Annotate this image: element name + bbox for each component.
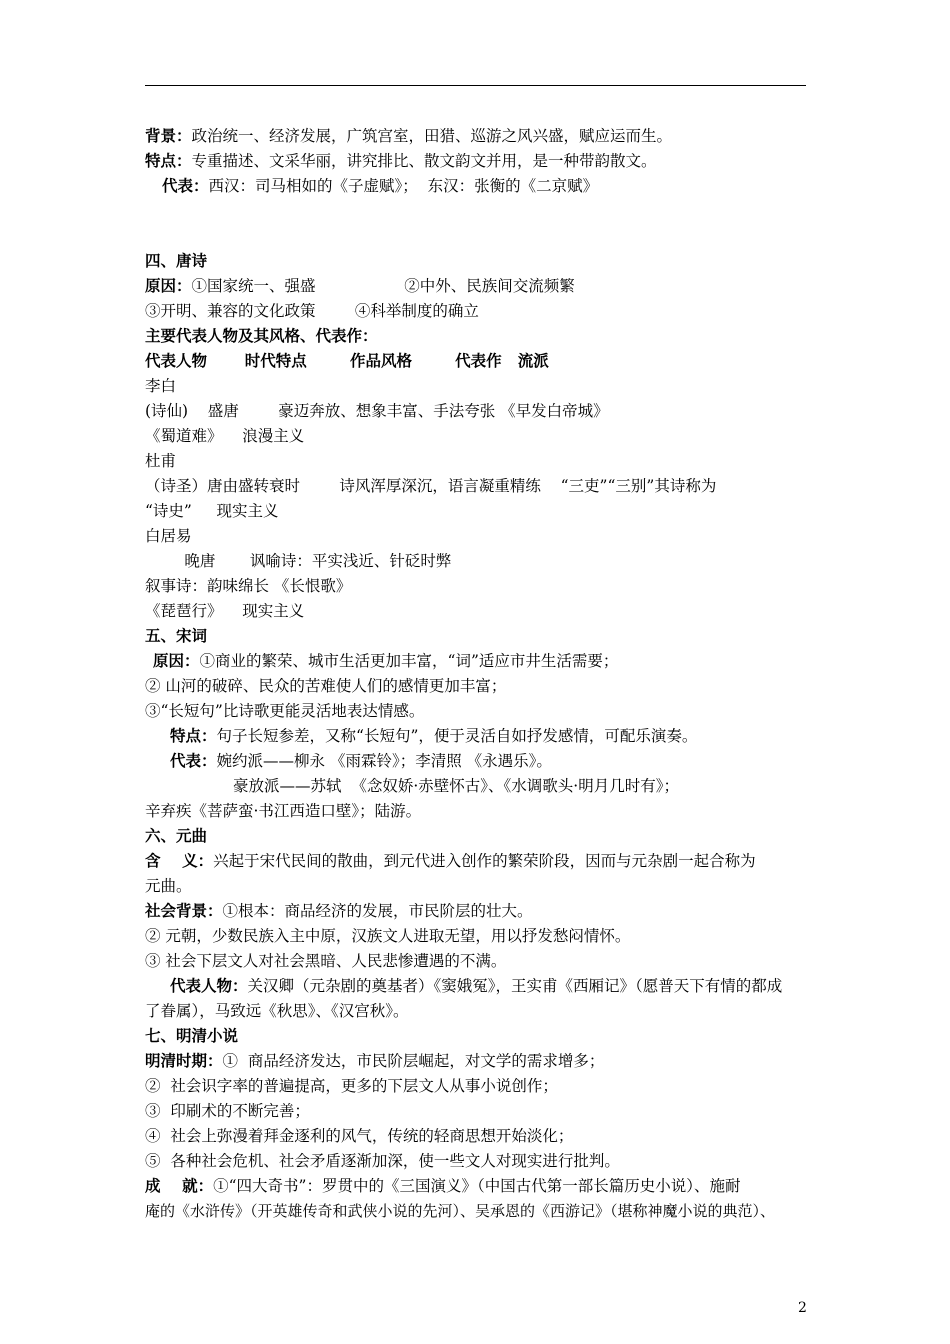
yuan-meaning-1: 兴起于宋代民间的散曲，到元代进入创作的繁荣阶段，因而与元杂剧一起合称为	[213, 852, 756, 870]
mq-period-label: 明清时期：	[145, 1051, 223, 1070]
section-yuan-qu-title: 六、元曲	[145, 826, 208, 845]
song-reason-line-1	[153, 651, 618, 671]
page-number: 2	[798, 1300, 807, 1316]
header-rule	[145, 85, 806, 86]
mq-period-line-1	[145, 1051, 604, 1071]
poet-dufu: 杜甫	[145, 452, 177, 470]
mq-period-2: ② 社会识字率的普遍提高，更多的下层文人从事小说创作；	[145, 1077, 558, 1095]
yuan-social-3: ③ 社会下层文人对社会黑暗、人民悲惨遭遇的不满。	[145, 952, 507, 970]
song-rep-3: 辛弃疾《菩萨蛮·书江西造口壁》；陆游。	[145, 802, 422, 820]
tang-reason-2: ③开明、兼容的文化政策 ④科举制度的确立	[145, 302, 479, 320]
song-feature-line	[170, 726, 697, 746]
yuan-social-1: ①根本：商品经济的发展，市民阶层的壮大。	[222, 902, 533, 920]
representative-text: 西汉：司马相如的《子虚赋》； 东汉：张衡的《二京赋》	[208, 177, 599, 195]
song-reason-3: ③“长短句”比诗歌更能灵活地表达情感。	[145, 702, 425, 720]
dufu-detail-1: （诗圣）唐由盛转衰时 诗风浑厚深沉，语言凝重精练 “三吏”“三别”其诗称为	[145, 477, 717, 495]
song-reason-2: ② 山河的破碎、民众的苦难使人们的感情更加丰富；	[145, 677, 507, 695]
mq-achievement-label: 成 就：	[145, 1176, 214, 1195]
section-ming-qing-title: 七、明清小说	[145, 1026, 239, 1045]
song-reason-1: ①商业的繁荣、城市生活更加丰富，“词”适应市井生活需要；	[199, 652, 619, 670]
dufu-detail-2: “诗史” 现实主义	[145, 502, 279, 520]
yuan-rep-label: 代表人物：	[170, 976, 248, 995]
yuan-rep-1: 关汉卿（元杂剧的奠基者）《窦娥冤》，王实甫《西厢记》（愿普天下有情的都成	[247, 977, 783, 995]
yuan-meaning-line-1	[145, 851, 756, 871]
yuan-social-2: ② 元朝，少数民族入主中原，汉族文人进取无望，用以抒发愁闷情怀。	[145, 927, 631, 945]
libai-detail-2: 《蜀道难》 浪漫主义	[145, 427, 305, 445]
tang-reason-line-1	[145, 276, 575, 296]
section-tang-poetry-title: 四、唐诗	[145, 251, 208, 270]
yuan-meaning-label: 含 义：	[145, 851, 214, 870]
mq-achievement-2: 庵的《水浒传》（开英雄传奇和武侠小说的先河）、吴承恩的《西游记》（堪称神魔小说的典范）、	[145, 1202, 776, 1220]
feature-text: 专重描述、文采华丽，讲究排比、散文韵文并用，是一种带韵散文。	[191, 152, 657, 170]
song-rep-1: 婉约派——柳永 《雨霖铃》；李清照 《永遇乐》。	[216, 752, 552, 770]
yuan-social-line-1	[145, 901, 533, 921]
baijuyi-detail-2: 叙事诗：韵味绵长 《长恨歌》	[145, 577, 352, 595]
mq-period-3: ③ 印刷术的不断完善；	[145, 1102, 310, 1120]
mq-achievement-line-1	[145, 1176, 740, 1196]
section-song-ci-title: 五、宋词	[145, 626, 208, 645]
representative-label: 代表：	[162, 176, 209, 195]
libai-detail-1: (诗仙) 盛唐 豪迈奔放、想象丰富、手法夸张 《早发白帝城》	[145, 402, 609, 420]
song-rep-2: 豪放派——苏轼 《念奴娇·赤壁怀古》、《水调歌头·明月几时有》；	[233, 777, 679, 795]
tang-main-heading: 主要代表人物及其风格、代表作：	[145, 326, 378, 345]
baijuyi-detail-3: 《琵琶行》 现实主义	[145, 602, 305, 620]
yuan-rep-2: 了眷属），马致远《秋思》、《汉宫秋》。	[145, 1002, 409, 1020]
feature-line	[145, 151, 657, 171]
background-label: 背景：	[145, 126, 192, 145]
background-text: 政治统一、经济发展，广筑宫室，田猎、巡游之风兴盛，赋应运而生。	[191, 127, 673, 145]
song-reason-label: 原因：	[153, 651, 200, 670]
poet-libai: 李白	[145, 377, 177, 395]
tang-reason-label: 原因：	[145, 276, 192, 295]
mq-achievement-1: ①“四大奇书”：罗贯中的《三国演义》（中国古代第一部长篇历史小说）、施耐	[213, 1177, 741, 1195]
mq-period-1: ① 商品经济发达，市民阶层崛起，对文学的需求增多；	[222, 1052, 605, 1070]
mq-period-4: ④ 社会上弥漫着拜金逐利的风气，传统的轻商思想开始淡化；	[145, 1127, 574, 1145]
mq-period-5: ⑤ 各种社会危机、社会矛盾逐渐加深，使一些文人对现实进行批判。	[145, 1152, 620, 1170]
yuan-social-label: 社会背景：	[145, 901, 223, 920]
song-rep-label: 代表：	[170, 751, 217, 770]
song-rep-line-1	[170, 751, 552, 771]
background-line	[145, 126, 672, 146]
tang-reason-1: ①国家统一、强盛 ②中外、民族间交流频繁	[191, 277, 575, 295]
song-feature-text: 句子长短参差，又称“长短句”，便于灵活自如抒发感情，可配乐演奏。	[216, 727, 698, 745]
baijuyi-detail-1: 晚唐 讽喻诗：平实浅近、针砭时弊	[145, 552, 452, 570]
poet-baijuyi: 白居易	[145, 527, 192, 545]
yuan-meaning-2: 元曲。	[145, 877, 192, 895]
tang-table-header: 代表人物 时代特点 作品风格 代表作 流派	[145, 351, 549, 370]
yuan-rep-line-1	[170, 976, 782, 996]
feature-label: 特点：	[145, 151, 192, 170]
representative-line	[162, 176, 598, 196]
song-feature-label: 特点：	[170, 726, 217, 745]
